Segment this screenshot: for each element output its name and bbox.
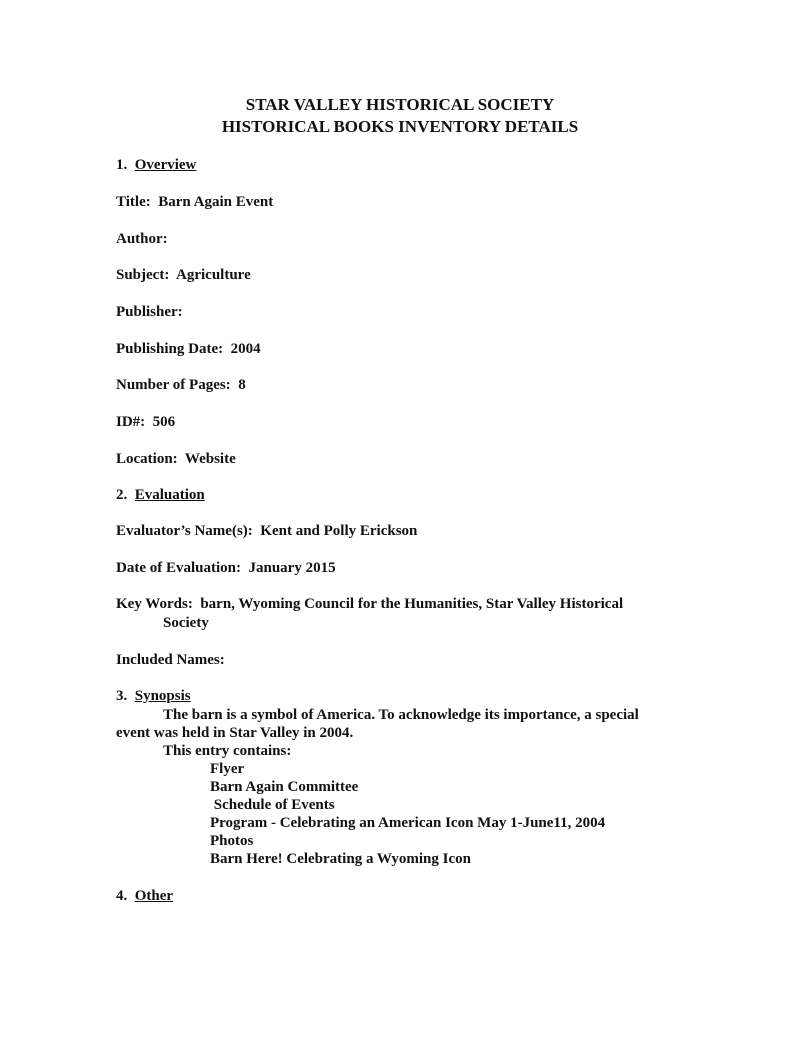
field-label: Title: — [116, 194, 151, 210]
field-label: ID#: — [116, 414, 146, 430]
section-title: Overview — [134, 157, 197, 173]
field-label: Evaluator’s Name(s): — [116, 523, 253, 539]
field-publishing-date — [116, 340, 261, 359]
document-header — [0, 94, 800, 138]
field-value: Website — [184, 451, 236, 467]
field-value: 8 — [238, 377, 246, 393]
field-label: Number of Pages: — [116, 377, 231, 393]
field-publisher — [116, 303, 186, 322]
section-title: Other — [134, 888, 174, 904]
field-label: Location: — [116, 451, 178, 467]
field-included-names — [116, 651, 229, 670]
list-item: Barn Again Committee — [210, 779, 359, 795]
field-label: Key Words: — [116, 596, 193, 612]
list-item: Photos — [210, 833, 254, 849]
field-label: Subject: — [116, 267, 170, 283]
section-number: 1. — [116, 157, 128, 173]
field-label: Author: — [116, 231, 168, 247]
field-value: Agriculture — [176, 267, 251, 283]
section-other-heading — [116, 887, 173, 906]
field-value: 2004 — [230, 341, 261, 357]
header-line-1: STAR VALLEY HISTORICAL SOCIETY — [245, 95, 555, 114]
list-item: Program - Celebrating an American Icon May 1-June11, 2004 — [210, 815, 606, 831]
list-item: Flyer — [210, 761, 245, 777]
field-evaluator — [116, 522, 417, 541]
field-label: Date of Evaluation: — [116, 560, 241, 576]
field-title — [116, 193, 273, 212]
field-value: Kent and Polly Erickson — [260, 523, 418, 539]
field-date-of-evaluation — [116, 559, 336, 578]
field-label: Publishing Date: — [116, 341, 224, 357]
field-id — [116, 413, 175, 432]
synopsis-paragraph-line-1: The barn is a symbol of America. To acknowledge its importance, a special — [163, 707, 639, 723]
field-value: barn, Wyoming Council for the Humanities, Star Valley Historical — [200, 596, 624, 612]
list-item: Schedule of Events — [210, 797, 335, 813]
section-title: Synopsis — [134, 688, 191, 704]
field-label: Included Names: — [116, 652, 225, 668]
section-number: 2. — [116, 487, 128, 503]
synopsis-contains-label: This entry contains: — [163, 743, 292, 759]
section-title: Evaluation — [134, 487, 205, 503]
field-location — [116, 450, 236, 469]
field-key-words — [116, 595, 623, 614]
field-value: 506 — [152, 414, 176, 430]
field-value: January 2015 — [248, 560, 336, 576]
header-line-2: HISTORICAL BOOKS INVENTORY DETAILS — [221, 117, 579, 136]
field-number-of-pages — [116, 376, 246, 395]
field-subject — [116, 266, 251, 285]
field-label: Publisher: — [116, 304, 183, 320]
section-overview-heading — [116, 156, 196, 175]
field-author — [116, 230, 171, 249]
field-value: Barn Again Event — [158, 194, 274, 210]
section-evaluation-heading — [116, 486, 205, 505]
section-number: 3. — [116, 688, 128, 704]
section-number: 4. — [116, 888, 128, 904]
synopsis-paragraph-line-2: event was held in Star Valley in 2004. — [116, 725, 354, 741]
list-item: Barn Here! Celebrating a Wyoming Icon — [210, 851, 471, 867]
section-synopsis-heading — [116, 687, 191, 706]
field-key-words-continued: Society — [163, 615, 209, 631]
